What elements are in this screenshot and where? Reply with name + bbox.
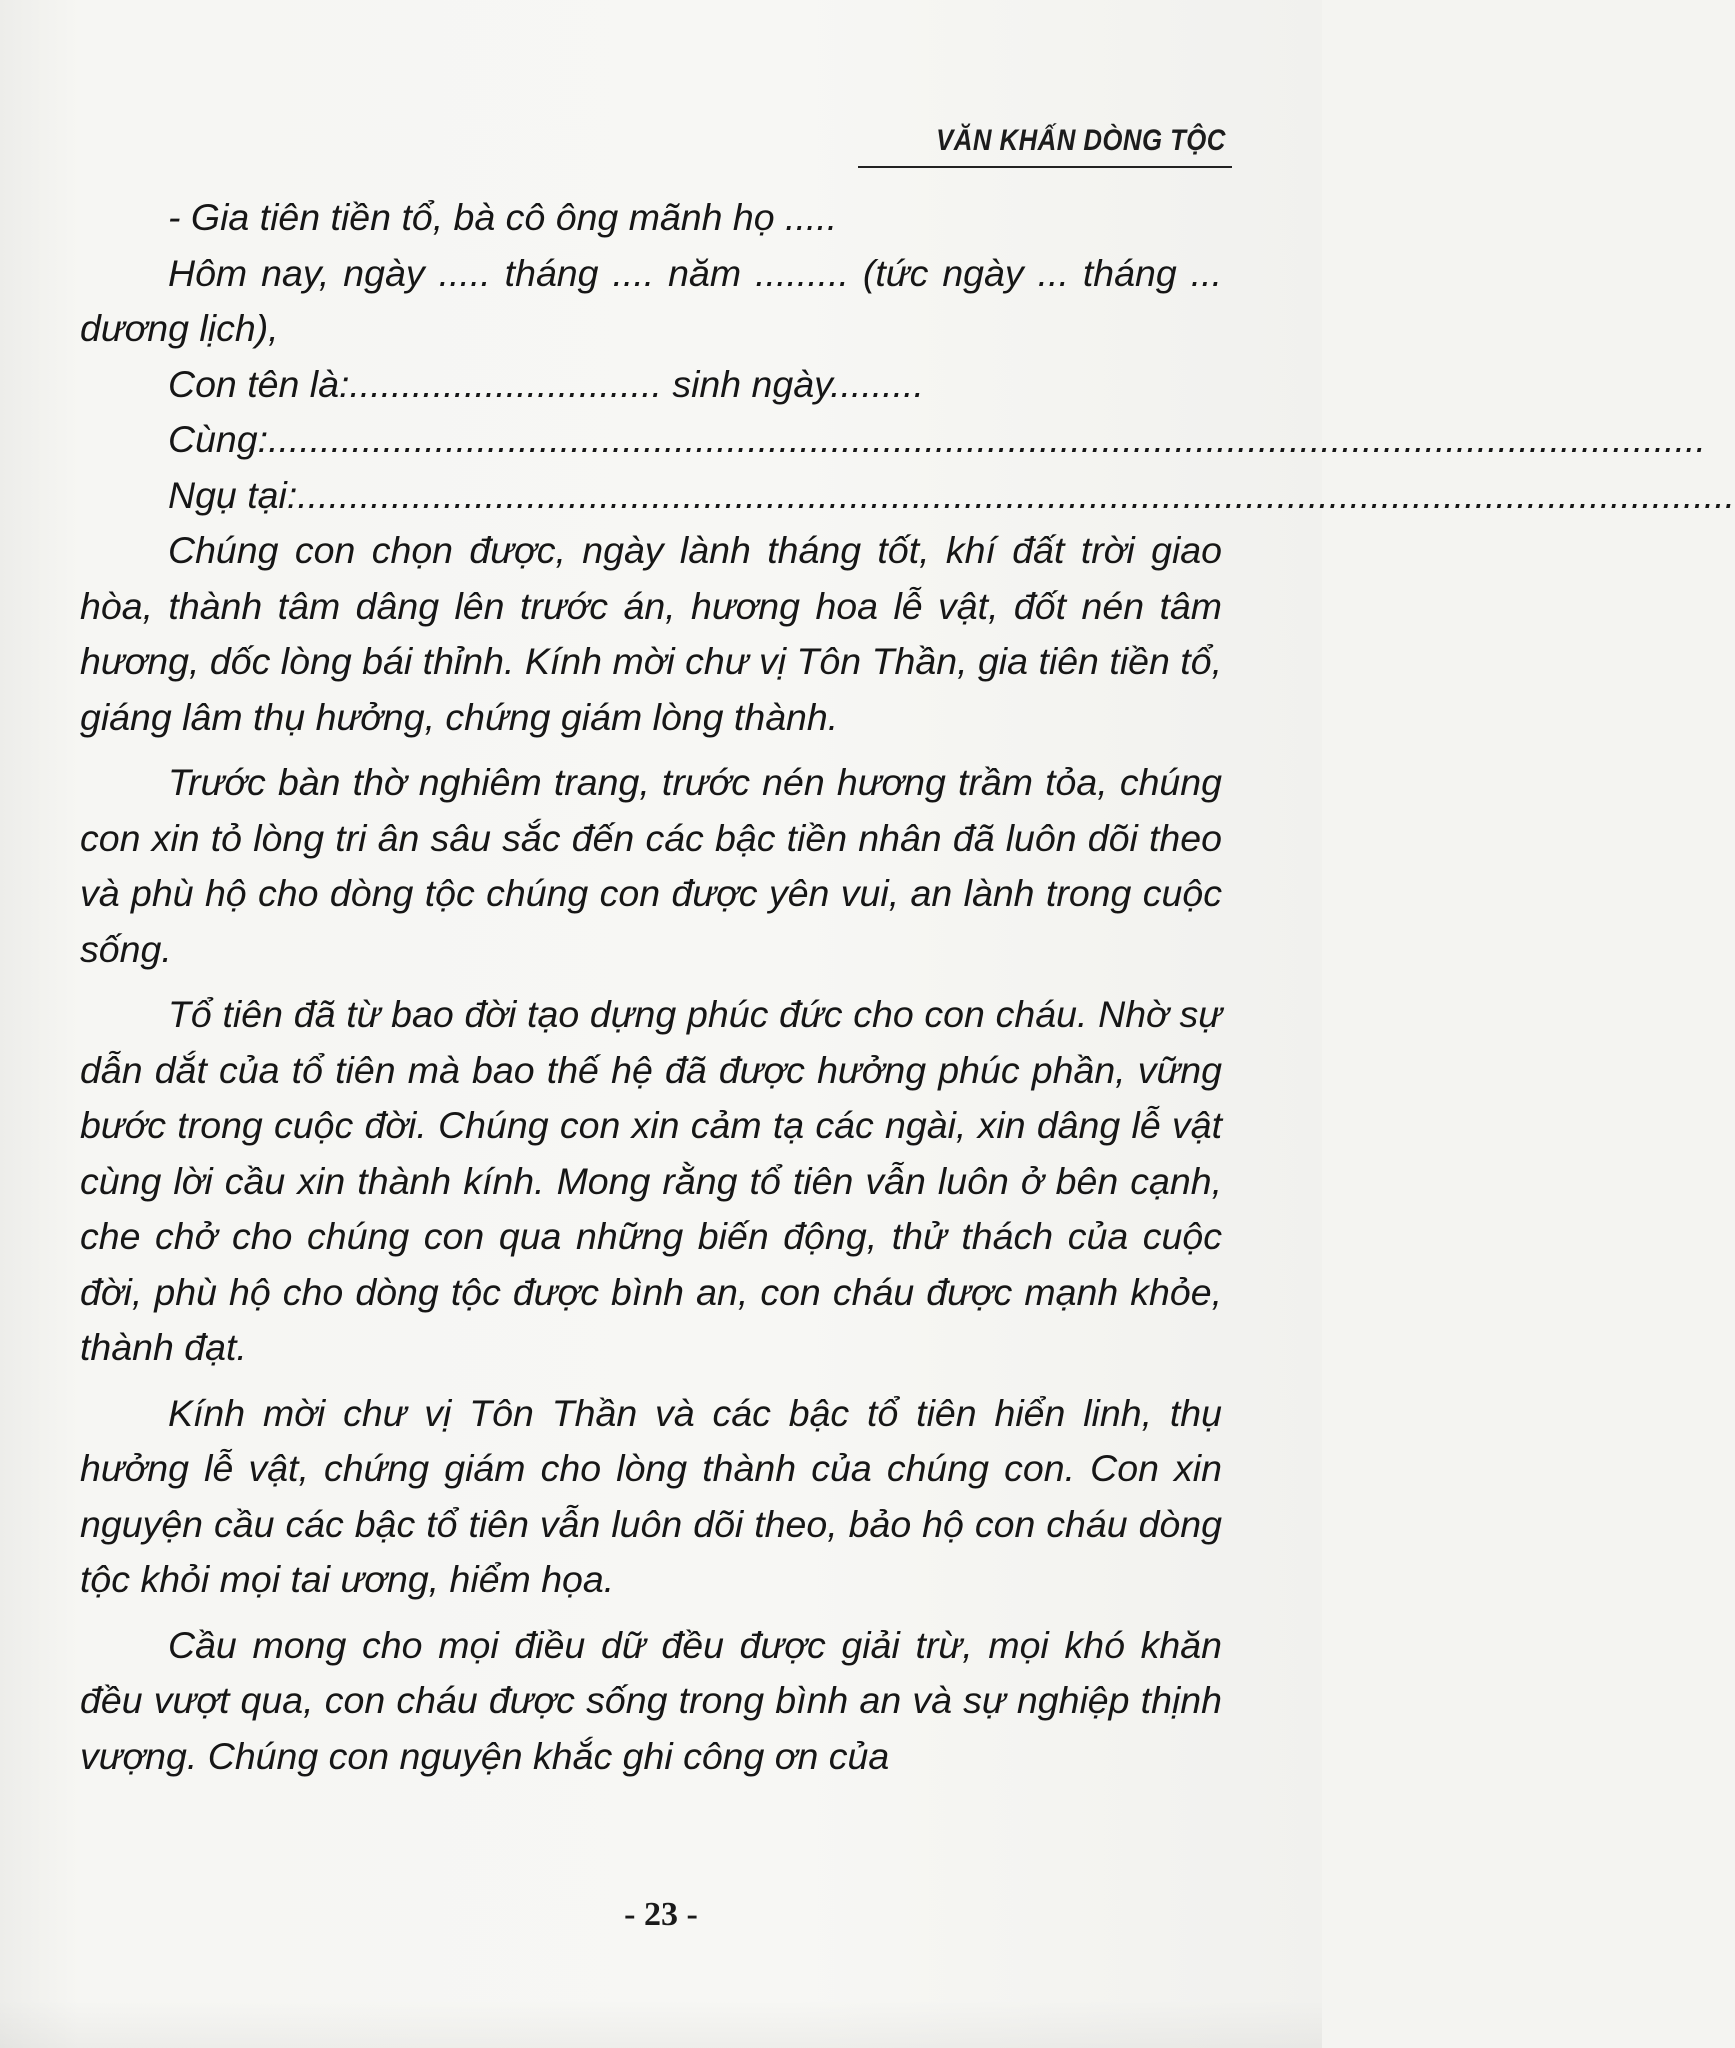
date-line: Hôm nay, ngày ..... tháng .... năm ......... (tức ngày ... tháng ... dương lịch), [80, 251, 1222, 349]
cung-line [80, 412, 1706, 468]
paragraph: Trước bàn thờ nghiêm trang, trước nén hương trầm tỏa, chúng con xin tỏ lòng tri ân sâu sắc đến các bậc tiền nhân đã luôn dõi theo và phù hộ cho dòng tộc chúng con được yên vui, an lành trong cuộc sống. [80, 761, 1222, 970]
page-number: - 23 - [624, 1896, 698, 1933]
header-title: VĂN KHẤN DÒNG TỘC [936, 124, 1226, 157]
name-line: Con tên là:.............................. sinh ngày......... [168, 362, 924, 405]
header-rule [858, 166, 1232, 168]
running-header [858, 116, 1232, 168]
paragraph: Tổ tiên đã từ bao đời tạo dựng phúc đức cho con cháu. Nhờ sự dẫn dắt của tổ tiên mà bao thế hệ đã được hưởng phúc phần, vững bước trong cuộc đời. Chúng con xin cảm tạ các ngài, xin dâng lễ vật cùng lời cầu xin thành kính. Mong rằng tổ tiên vẫn luôn ở bên cạnh, che chở cho chúng con qua những biến động, thử thách của cuộc đời, phù hộ cho dòng tộc được bình an, con cháu được mạnh khỏe, thành đạt. [80, 993, 1222, 1368]
ngu-tai-fill-dots: .......................................................................................................................................... [297, 473, 1735, 516]
cung-label: Cùng: [168, 418, 269, 460]
page-edge-shadow [0, 2000, 1322, 2048]
cung-fill-dots: .......................................................................................................................................... [268, 418, 1706, 460]
line-gia-tien: - Gia tiên tiền tổ, bà cô ông mãnh họ ..... [168, 196, 838, 238]
ngu-tai-line [80, 468, 1735, 524]
paragraph: Chúng con chọn được, ngày lành tháng tốt, khí đất trời giao hòa, thành tâm dâng lên trước án, hương hoa lễ vật, đốt nén tâm hương, dốc lòng bái thỉnh. Kính mời chư vị Tôn Thần, gia tiên tiền tổ, giáng lâm thụ hưởng, chứng giám lòng thành. [80, 529, 1222, 738]
paragraph: Cầu mong cho mọi điều dữ đều được giải trừ, mọi khó khăn đều vượt qua, con cháu được sống trong bình an và sự nghiệp thịnh vượng. Chúng con nguyện khắc ghi công ơn của [80, 1623, 1222, 1777]
ngu-tai-label: Ngụ tại: [168, 473, 298, 516]
page-body [80, 190, 1735, 1784]
paragraph: Kính mời chư vị Tôn Thần và các bậc tổ tiên hiển linh, thụ hưởng lễ vật, chứng giám cho lòng thành của chúng con. Con xin nguyện cầu các bậc tổ tiên vẫn luôn dõi theo, bảo hộ con cháu dòng tộc khỏi mọi tai ương, hiểm họa. [80, 1391, 1222, 1600]
